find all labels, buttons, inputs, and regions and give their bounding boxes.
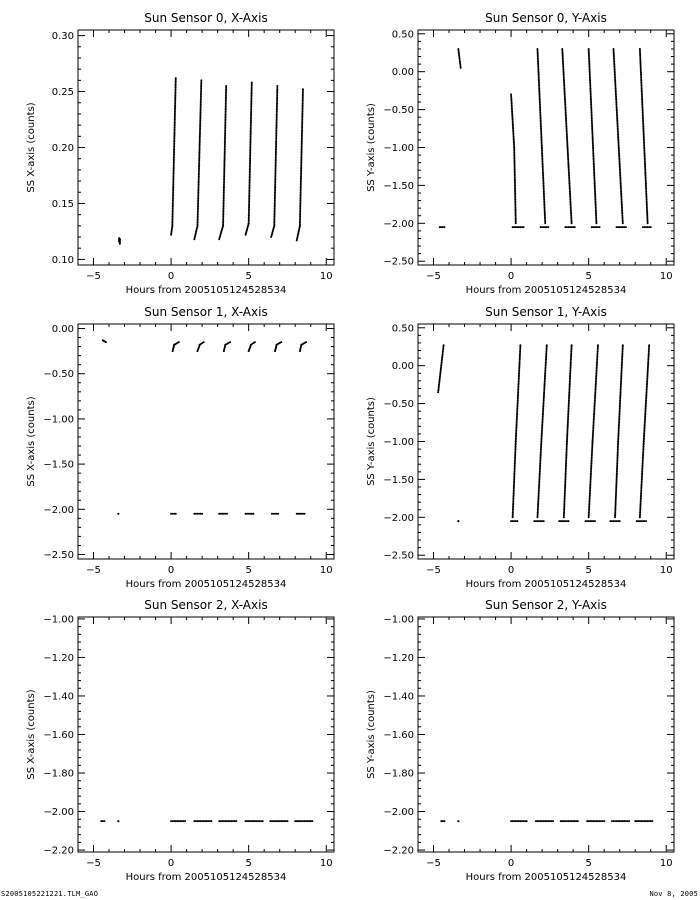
data-point — [595, 222, 597, 224]
data-point — [543, 520, 545, 522]
data-point — [622, 222, 624, 224]
data-series-4 — [218, 820, 237, 822]
x-tick-label: 10 — [319, 858, 333, 869]
data-point — [603, 820, 605, 822]
data-series-0 — [440, 820, 445, 822]
data-point — [625, 226, 627, 228]
y-tick-label: 0.10 — [51, 254, 74, 266]
data-series-6 — [269, 820, 288, 822]
x-tick-label: 5 — [585, 858, 592, 869]
data-series-5 — [586, 820, 605, 822]
data-series-2 — [170, 820, 186, 822]
y-tick-label: −1.40 — [383, 691, 414, 703]
data-series-8 — [588, 48, 598, 224]
y-tick-label: −1.50 — [383, 474, 414, 486]
x-tick-label: 5 — [245, 565, 252, 576]
data-point — [628, 820, 630, 822]
y-tick-label: −2.00 — [43, 504, 74, 516]
chart-panel-2 — [26, 305, 334, 590]
data-series-7 — [558, 520, 569, 522]
data-point — [277, 513, 279, 515]
data-series-1 — [170, 77, 177, 236]
data-point — [547, 226, 549, 228]
y-tick-label: 0.25 — [51, 87, 74, 99]
data-series-7 — [299, 341, 307, 352]
data-point — [311, 820, 313, 822]
data-point — [597, 344, 599, 346]
data-point — [515, 222, 517, 224]
chart-title: Sun Sensor 0, X-Axis — [144, 11, 268, 25]
data-series-10 — [614, 344, 624, 518]
data-point — [276, 85, 278, 87]
chart-title: Sun Sensor 1, Y-Axis — [485, 305, 607, 319]
data-series-4 — [560, 820, 579, 822]
data-series-3 — [196, 341, 204, 352]
x-tick-label: −5 — [86, 271, 101, 282]
data-point — [546, 344, 548, 346]
x-axis-label: Hours from 20051051245285​34 — [465, 579, 627, 590]
footer-date: Nov 8, 2005 — [649, 890, 698, 898]
data-series-4 — [245, 82, 253, 236]
y-tick-label: −1.60 — [43, 730, 74, 741]
data-series-12 — [639, 48, 649, 224]
data-point — [280, 341, 282, 343]
data-point — [516, 520, 518, 522]
data-point — [175, 513, 177, 515]
x-tick-label: 5 — [245, 858, 252, 869]
data-series-5 — [248, 341, 256, 352]
chart-title: Sun Sensor 0, Y-Axis — [485, 11, 607, 25]
x-tick-label: 0 — [507, 858, 515, 869]
data-point — [103, 820, 105, 822]
y-tick-label: −1.40 — [43, 691, 74, 703]
data-series-2 — [510, 820, 528, 822]
plot-frame — [418, 30, 674, 265]
data-series-1 — [457, 520, 459, 522]
y-tick-label: −1.00 — [383, 437, 414, 448]
data-point — [622, 344, 624, 346]
x-tick-label: 0 — [507, 271, 515, 282]
data-series-2 — [512, 344, 522, 518]
data-series-6 — [561, 48, 572, 224]
data-point — [252, 513, 254, 515]
data-point — [262, 820, 264, 822]
data-point — [226, 513, 228, 515]
y-tick-label: −0.50 — [43, 369, 74, 381]
x-tick-label: 10 — [659, 271, 673, 282]
data-point — [443, 344, 445, 346]
y-tick-label: −1.60 — [383, 730, 414, 741]
plot-frame — [78, 324, 334, 559]
data-series-3 — [218, 85, 227, 240]
data-series-8 — [170, 513, 177, 515]
y-tick-label: −1.80 — [43, 768, 74, 780]
data-point — [460, 67, 462, 69]
data-point — [200, 79, 202, 81]
x-tick-label: 0 — [167, 858, 175, 869]
data-point — [117, 820, 119, 822]
footer-filename: S2005105221221.TLM_GAO — [1, 890, 99, 898]
y-tick-label: −2.00 — [43, 807, 74, 819]
x-tick-label: −5 — [426, 858, 441, 869]
y-tick-label: −1.00 — [43, 614, 74, 626]
y-axis-label: SS Y-axis (counts) — [366, 690, 377, 779]
x-tick-label: 10 — [319, 271, 333, 282]
data-series-0 — [102, 339, 107, 343]
data-point — [117, 513, 119, 515]
data-point — [184, 820, 186, 822]
data-series-1 — [117, 820, 119, 822]
data-point — [175, 77, 177, 79]
x-axis-label: Hours from 20051051245285​34 — [125, 285, 287, 296]
y-tick-label: 0.00 — [391, 361, 414, 373]
x-tick-label: −5 — [86, 858, 101, 869]
data-series-9 — [591, 226, 601, 228]
chart-title: Sun Sensor 2, Y-Axis — [485, 598, 607, 612]
data-point — [552, 820, 554, 822]
x-axis-label: Hours from 20051051245285​34 — [465, 872, 627, 883]
y-tick-label: −1.00 — [383, 143, 414, 154]
data-point — [305, 341, 307, 343]
y-axis-label: SS Y-axis (counts) — [366, 397, 377, 486]
data-point — [254, 341, 256, 343]
data-point — [523, 226, 525, 228]
data-point — [304, 513, 306, 515]
data-series-12 — [271, 513, 279, 515]
data-series-4 — [223, 341, 231, 352]
data-series-9 — [193, 513, 203, 515]
x-tick-label: 0 — [167, 271, 175, 282]
x-axis-label: Hours from 20051051245285​34 — [465, 285, 627, 296]
data-series-1 — [457, 820, 459, 822]
data-series-3 — [512, 226, 525, 228]
data-series-10 — [612, 48, 623, 224]
x-tick-label: 5 — [585, 565, 592, 576]
data-point — [119, 243, 121, 245]
data-point — [457, 820, 459, 822]
y-tick-label: 0.00 — [51, 324, 74, 336]
data-series-6 — [611, 820, 630, 822]
data-series-12 — [639, 344, 650, 518]
data-series-6 — [563, 344, 573, 518]
data-point — [619, 520, 621, 522]
y-axis-label: SS X-axis (counts) — [26, 102, 37, 193]
plot-frame — [78, 30, 334, 265]
data-series-13 — [296, 513, 306, 515]
data-series-0 — [118, 237, 121, 245]
x-axis-label: Hours from 20051051245285​34 — [125, 872, 287, 883]
data-series-1 — [457, 48, 461, 69]
data-point — [544, 222, 546, 224]
data-point — [526, 820, 528, 822]
y-tick-label: −2.00 — [383, 218, 414, 230]
y-tick-label: −0.50 — [383, 399, 414, 411]
data-point — [225, 85, 227, 87]
data-series-6 — [296, 88, 304, 241]
y-tick-label: 0.20 — [51, 143, 74, 154]
data-point — [571, 222, 573, 224]
x-tick-label: −5 — [426, 565, 441, 576]
x-axis-label: Hours from 20051051245285​34 — [125, 579, 287, 590]
x-tick-label: 10 — [659, 565, 673, 576]
data-series-5 — [540, 226, 550, 228]
data-point — [599, 226, 601, 228]
data-series-7 — [564, 226, 575, 228]
data-series-6 — [274, 341, 282, 352]
data-point — [567, 520, 569, 522]
data-point — [178, 341, 180, 343]
data-series-9 — [585, 520, 596, 522]
data-series-11 — [616, 226, 627, 228]
data-series-4 — [536, 344, 547, 518]
data-point — [210, 820, 212, 822]
data-series-5 — [270, 85, 278, 238]
x-tick-label: 10 — [659, 858, 673, 869]
data-point — [203, 341, 205, 343]
data-point — [574, 226, 576, 228]
y-axis-label: SS X-axis (counts) — [26, 689, 37, 780]
data-point — [519, 344, 521, 346]
y-tick-label: −2.00 — [383, 512, 414, 524]
x-tick-label: −5 — [426, 271, 441, 282]
x-tick-label: 0 — [507, 565, 515, 576]
y-tick-label: −2.00 — [383, 807, 414, 819]
data-point — [105, 341, 107, 343]
data-point — [594, 520, 596, 522]
data-series-7 — [634, 820, 653, 822]
data-series-7 — [294, 820, 313, 822]
x-tick-label: 0 — [167, 565, 175, 576]
data-point — [577, 820, 579, 822]
y-tick-label: −2.50 — [383, 550, 414, 562]
data-series-0 — [437, 344, 444, 393]
data-series-1 — [117, 513, 119, 515]
data-point — [229, 341, 231, 343]
data-series-2 — [510, 93, 517, 224]
y-tick-label: −2.50 — [383, 256, 414, 268]
y-tick-label: −1.50 — [43, 459, 74, 471]
y-axis-label: SS Y-axis (counts) — [366, 103, 377, 192]
data-series-2 — [193, 79, 202, 240]
data-series-0 — [100, 820, 105, 822]
data-series-13 — [642, 226, 652, 228]
data-series-5 — [533, 520, 544, 522]
data-series-13 — [636, 520, 647, 522]
data-series-3 — [510, 520, 518, 522]
data-series-3 — [535, 820, 554, 822]
y-tick-label: −1.20 — [43, 652, 74, 664]
x-tick-label: 5 — [245, 271, 252, 282]
data-series-11 — [245, 513, 255, 515]
y-tick-label: −1.00 — [43, 414, 74, 426]
data-point — [251, 82, 253, 84]
data-series-0 — [439, 226, 446, 228]
chart-title: Sun Sensor 1, X-Axis — [144, 305, 268, 319]
data-series-11 — [609, 520, 620, 522]
data-point — [645, 520, 647, 522]
data-point — [571, 344, 573, 346]
y-tick-label: −1.80 — [383, 768, 414, 780]
plot-frame — [78, 617, 334, 852]
data-series-5 — [245, 820, 264, 822]
data-point — [443, 226, 445, 228]
data-point — [302, 88, 304, 90]
data-point — [201, 513, 203, 515]
data-point — [647, 222, 649, 224]
chart-panel-5 — [366, 598, 674, 883]
data-point — [443, 820, 445, 822]
y-axis-label: SS X-axis (counts) — [26, 396, 37, 487]
y-tick-label: 0.30 — [51, 31, 74, 43]
data-series-4 — [536, 48, 546, 224]
y-tick-label: 0.50 — [391, 323, 414, 335]
data-series-3 — [193, 820, 212, 822]
x-tick-label: −5 — [86, 565, 101, 576]
y-tick-label: −1.00 — [383, 614, 414, 626]
y-tick-label: −1.20 — [383, 652, 414, 664]
data-series-10 — [218, 513, 228, 515]
y-tick-label: −1.50 — [383, 180, 414, 192]
y-tick-label: −2.20 — [383, 845, 414, 857]
plot-frame — [418, 617, 674, 852]
data-series-2 — [172, 341, 180, 352]
y-tick-label: 0.00 — [391, 67, 414, 79]
y-tick-label: −0.50 — [383, 105, 414, 117]
data-point — [648, 344, 650, 346]
chart-panel-1 — [366, 11, 674, 296]
data-point — [650, 226, 652, 228]
x-tick-label: 10 — [319, 565, 333, 576]
y-tick-label: −2.20 — [43, 845, 74, 857]
data-point — [286, 820, 288, 822]
chart-title: Sun Sensor 2, X-Axis — [144, 598, 268, 612]
y-tick-label: −2.50 — [43, 549, 74, 561]
data-point — [235, 820, 237, 822]
data-point — [651, 820, 653, 822]
x-tick-label: 5 — [585, 271, 592, 282]
data-point — [457, 520, 459, 522]
chart-panel-3 — [366, 305, 674, 590]
chart-panel-4 — [26, 598, 334, 883]
y-tick-label: 0.15 — [51, 198, 74, 210]
y-tick-label: 0.50 — [391, 29, 414, 41]
data-series-8 — [588, 344, 599, 518]
chart-panel-0 — [26, 11, 334, 296]
